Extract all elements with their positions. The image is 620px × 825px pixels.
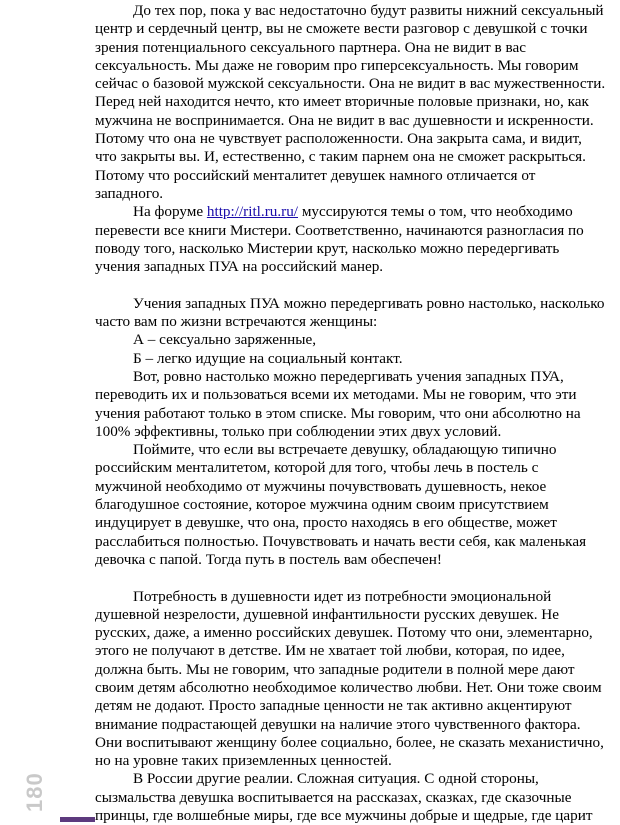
blank-line xyxy=(95,569,607,587)
paragraph: Учения западных ПУА можно передергивать ровно настолько, насколько часто вам по жизни встречаются женщины: xyxy=(95,294,605,331)
blank-line xyxy=(95,276,607,294)
paragraph-forum-rest: муссируются темы о том, что необходимо перевести все книги Мистери. Соответственно, начинаются разногласия по поводу того, насколько Мистерии крут, насколько можно передергивать учения западных ПУА на российский манер. xyxy=(95,203,584,276)
list-item-a: А – сексуально заряженные, xyxy=(133,331,317,349)
page-body xyxy=(95,2,607,825)
page-number-rule xyxy=(60,817,95,822)
page-number: 180 xyxy=(22,772,47,812)
paragraph-forum xyxy=(95,203,607,276)
forum-link[interactable]: http://ritl.ru.ru/ xyxy=(206,203,299,221)
paragraph: Вот, ровно настолько можно передергивать учения западных ПУА, переводить их и пользоваться всеми их методами. Мы не говорим, что эти учения работают только в этом списке. Мы говорим, что они абсолютно на 100% эффективны, только при соблюдении этих двух условий. xyxy=(95,367,581,440)
list-item-b: Б – легко идущие на социальный контакт. xyxy=(133,349,403,367)
paragraph: Поймите, что если вы встречаете девушку, обладающую типично российским менталитетом, которой для того, чтобы лечь в постель с мужчиной необходимо от мужчины почувствовать душевность, некое благодушное состояние, которое мужчина одним своим присутствием индуцирует в девушке, что она, просто находясь в его обществе, может расслабиться полностью. Почувствовать и начать вести себя, как маленькая девочка с папой. Тогда путь в постель вам обеспечен! xyxy=(95,441,587,568)
paragraph: До тех пор, пока у вас недостаточно будут развиты нижний сексуальный центр и сердечный центр, вы не сможете вести разговор с девушкой с точки зрения потенциального сексуального партнера. Она не видит в вас сексуальность. Мы даже не говорим про гиперсексуальность. Мы говорим сейчас о базовой мужской сексуальности. Она не видит в вас мужественности. Перед ней находится нечто, кто имеет вторичные половые признаки, но, как мужчина не воспринимается. Она не видит в вас душевности и искренности. Потому что она не чувствует расположенности. Она закрыта сама, и видит, что закрыты вы. И, естественно, с таким парнем она не сможет раскрыться. Потому что российский менталитет девушек намного отличается от западного. xyxy=(95,2,606,202)
paragraph: В России другие реалии. Сложная ситуация. С одной стороны, сызмальства девушка воспитывается на рассказах, сказках, где сказочные принцы, где волшебные миры, где все мужчины добрые и щедрые, где царит xyxy=(95,770,593,825)
paragraph-forum-lead: На форуме xyxy=(133,203,207,221)
paragraph: Потребность в душевности идет из потребности эмоциональной душевной незрелости, душевной инфантильности русских девушек. Не русских, даже, а именно российских девушек. Потому что они, элементарно, этого не получают в детстве. Им не хватает той любви, которая, по идее, должна быть. Мы не говорим, что западные родители в полной мере дают своим детям абсолютно необходимое количество любви. Нет. Они тоже своим детям не додают. Просто западные ценности не так активно акцентируют внимание подрастающей девушки на наличие этого чувственного фактора. Они воспитывают женщину более социально, более, не сказать механистично, но на уровне таких приземленных ценностей. xyxy=(95,587,604,770)
